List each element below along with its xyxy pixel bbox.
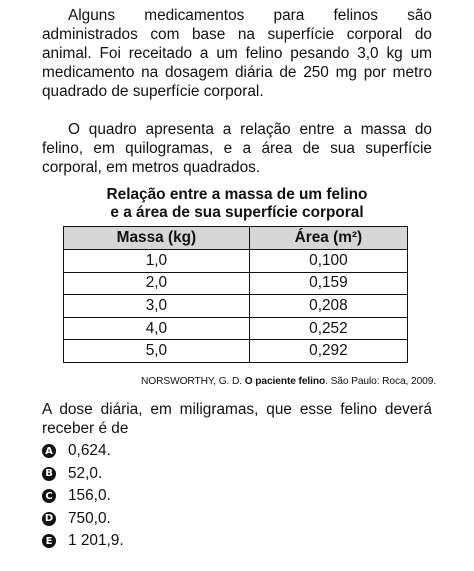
option-text: 0,624. bbox=[68, 442, 111, 460]
intro-paragraph: Alguns medicamentos para felinos são administrados com base na superfície corporal do animal. Foi receitado a um felino pesando 3,0 kg um medicamento na dosagem diária de 250 mg por metro quadrado de superfície corporal. bbox=[42, 7, 432, 100]
table-row bbox=[64, 317, 408, 340]
option-letter-badge: B bbox=[42, 467, 56, 481]
option-text: 1 201,9. bbox=[68, 532, 124, 550]
table-row bbox=[64, 250, 408, 273]
cell-mass: 1,0 bbox=[64, 250, 250, 273]
source-title: O paciente felino bbox=[244, 376, 326, 387]
mass-area-table bbox=[63, 226, 408, 363]
option-text: 750,0. bbox=[68, 509, 111, 527]
question-text: A dose diária, em miligramas, que esse felino deverá receber é de bbox=[42, 401, 432, 437]
table-caption-line-1: Relação entre a massa de um felino bbox=[106, 186, 368, 203]
option-d[interactable] bbox=[42, 508, 124, 531]
table-row bbox=[64, 272, 408, 295]
table-description-paragraph: O quadro apresenta a relação entre a massa do felino, em quilogramas, e a área de sua superfície corporal, em metros quadrados. bbox=[42, 121, 432, 176]
cell-mass: 5,0 bbox=[64, 340, 250, 363]
option-letter-badge: C bbox=[42, 489, 56, 503]
cell-area: 0,208 bbox=[249, 295, 407, 318]
table-row bbox=[64, 295, 408, 318]
option-b[interactable] bbox=[42, 463, 124, 486]
table-caption-line-2: e a área de sua superfície corporal bbox=[110, 204, 364, 221]
cell-area: 0,252 bbox=[249, 317, 407, 340]
cell-mass: 3,0 bbox=[64, 295, 250, 318]
option-letter-badge: E bbox=[42, 534, 56, 548]
option-e[interactable] bbox=[42, 530, 124, 553]
source-publisher: . São Paulo: Roca, 2009. bbox=[325, 376, 436, 387]
header-mass: Massa (kg) bbox=[64, 227, 250, 250]
option-letter-badge: D bbox=[42, 512, 56, 526]
cell-area: 0,100 bbox=[249, 250, 407, 273]
cell-area: 0,292 bbox=[249, 340, 407, 363]
source-author: NORSWORTHY, G. D. bbox=[141, 376, 242, 387]
option-letter-badge: A bbox=[42, 444, 56, 458]
table-row bbox=[64, 340, 408, 363]
option-text: 52,0. bbox=[68, 464, 103, 482]
cell-mass: 2,0 bbox=[64, 272, 250, 295]
option-text: 156,0. bbox=[68, 487, 111, 505]
option-a[interactable] bbox=[42, 440, 124, 463]
cell-area: 0,159 bbox=[249, 272, 407, 295]
cell-mass: 4,0 bbox=[64, 317, 250, 340]
table-header-row bbox=[64, 227, 408, 250]
answer-options bbox=[42, 440, 124, 553]
option-c[interactable] bbox=[42, 485, 124, 508]
source-citation bbox=[141, 376, 436, 387]
header-area: Área (m²) bbox=[249, 227, 407, 250]
